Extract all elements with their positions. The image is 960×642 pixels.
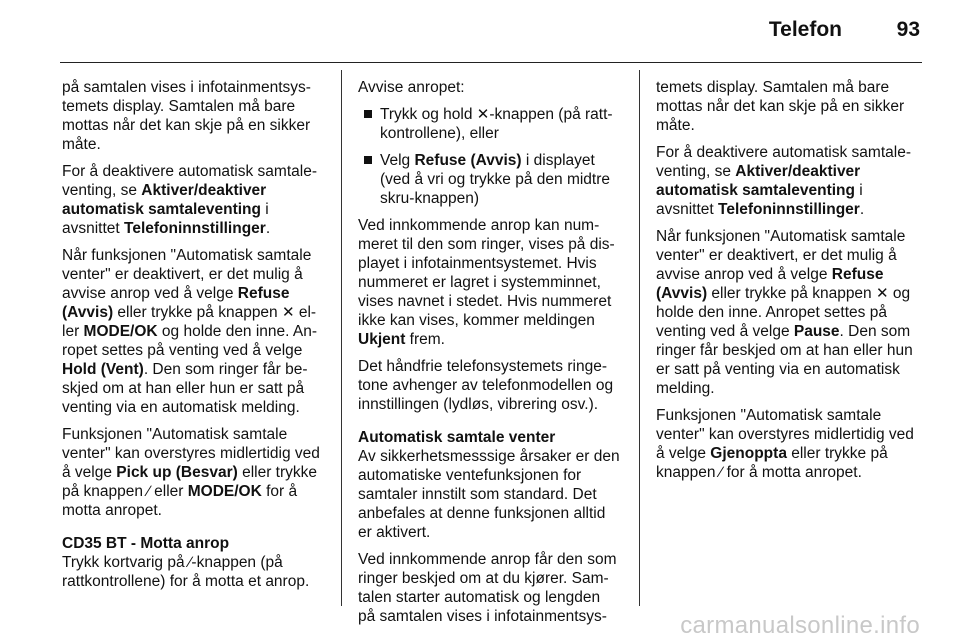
phone-hangup-icon: ✕ bbox=[875, 285, 889, 302]
paragraph: Av sikkerhetsmesssige årsaker er den automatiske ventefunksjonen for samtaler innstilt som standard. Det anbefales at denne funksjonen alltid er aktivert. bbox=[358, 448, 620, 541]
phone-answer-icon: ∕ bbox=[188, 554, 192, 571]
list-item bbox=[358, 151, 620, 208]
text: . Den som ringer får beskjed om at han eller hun er satt på venting via en automatisk melding. bbox=[656, 323, 913, 397]
text: og holde den inne. An-ropet settes på venting ved å velge bbox=[62, 323, 318, 359]
text: Funksjonen "Automatisk samtale venter" kan overstyres midlertidig ved å velge bbox=[656, 407, 914, 462]
text: frem. bbox=[405, 331, 445, 348]
text: -knappen (på ratt-kontrollene), eller bbox=[380, 106, 613, 142]
text: el-ler bbox=[62, 304, 317, 340]
text: Funksjonen "Automatisk samtale venter" kan overstyres midlertidig ved å velge bbox=[62, 426, 320, 481]
text: Når funksjonen "Automatisk samtale venter" er deaktivert, er det mulig å avvise anrop ved å velge bbox=[656, 228, 906, 283]
option-label: Refuse (Avvis) bbox=[656, 266, 884, 302]
text: for å motta anropet. bbox=[722, 464, 862, 481]
option-label: Pick up (Besvar) bbox=[116, 464, 238, 481]
phone-hangup-icon: ✕ bbox=[281, 304, 295, 321]
paragraph bbox=[358, 216, 620, 349]
column-3 bbox=[656, 78, 922, 490]
paragraph: Det håndfrie telefonsystemets ringe-tone avhenger av telefonmodellen og innstillingen (lydløs, vibrering osv.). bbox=[358, 358, 614, 413]
option-label: Hold (Vent) bbox=[62, 361, 144, 378]
paragraph: Ved innkommende anrop får den som ringer beskjed om at du kjører. Sam-talen starter automatisk og lengden på samtalen vises i infotainmentsys- bbox=[358, 551, 617, 625]
text: . bbox=[265, 220, 271, 237]
text: eller bbox=[149, 483, 188, 500]
bullet-square-icon bbox=[364, 156, 372, 164]
column-1 bbox=[62, 78, 324, 599]
button-label: MODE/OK bbox=[187, 483, 262, 500]
text: . bbox=[859, 201, 865, 218]
option-label: Refuse (Avvis) bbox=[414, 152, 522, 169]
paragraph: Avvise anropet: bbox=[358, 79, 465, 96]
text: i displayet (ved å vri og trykke på den midtre skru-knappen) bbox=[380, 152, 611, 207]
text: -knappen (på rattkontrollene) for å motta et anrop. bbox=[62, 554, 310, 590]
option-label: Ukjent bbox=[358, 331, 406, 348]
option-label: Gjenoppta bbox=[710, 445, 787, 462]
column-2 bbox=[358, 78, 620, 634]
watermark: carmanualsonline.info bbox=[680, 612, 920, 639]
paragraph bbox=[62, 425, 324, 520]
option-label: Pause bbox=[793, 323, 840, 340]
section-heading: CD35 BT - Motta anrop bbox=[62, 535, 230, 552]
text: eller trykke på knappen bbox=[62, 464, 318, 500]
phone-hangup-icon: ✕ bbox=[476, 106, 490, 123]
paragraph bbox=[62, 553, 324, 591]
text: Trykk kortvarig på bbox=[62, 554, 189, 571]
column-divider-1 bbox=[341, 70, 342, 606]
paragraph bbox=[62, 162, 324, 238]
text: eller trykke på knappen bbox=[656, 445, 888, 481]
paragraph bbox=[656, 406, 922, 482]
section-heading: Automatisk samtale venter bbox=[358, 429, 556, 446]
button-label: MODE/OK bbox=[83, 323, 158, 340]
text: Velg bbox=[380, 152, 415, 169]
paragraph bbox=[656, 143, 922, 219]
text: og holde den inne. Anropet settes på venting ved å velge bbox=[656, 285, 911, 340]
text: For å deaktivere automatisk samtale-venting, se bbox=[656, 144, 911, 180]
text: Ved innkommende anrop kan num-meret til den som ringer, vises på dis-playet i infotainmentsystemet. Hvis nummeret er lagret i systemminnet, vises navnet i stedet. Hvis nummeret ikke kan vises, kommer meldingen bbox=[358, 217, 615, 329]
phone-answer-icon: ∕ bbox=[147, 483, 150, 500]
text: Når funksjonen "Automatisk samtale venter" er deaktivert, er det mulig å avvise anrop ved å velge bbox=[62, 247, 312, 302]
text: i avsnittet bbox=[62, 201, 269, 237]
text: Trykk og hold bbox=[380, 106, 477, 123]
text: . Den som ringer får be-skjed om at han eller hun er satt på venting via en automatisk melding. bbox=[62, 361, 308, 416]
crossref-link: Telefoninnstillinger bbox=[124, 220, 266, 237]
text: eller trykke på knappen bbox=[707, 285, 876, 302]
page-title: Telefon bbox=[768, 18, 842, 41]
page-header bbox=[0, 0, 960, 62]
paragraph bbox=[62, 246, 324, 417]
phone-answer-icon: ∕ bbox=[719, 464, 723, 481]
text: for å motta anropet. bbox=[62, 483, 298, 519]
header-rule bbox=[60, 62, 922, 63]
crossref-link: Telefoninnstillinger bbox=[718, 201, 860, 218]
text: eller trykke på knappen bbox=[113, 304, 282, 321]
list-item bbox=[358, 105, 620, 143]
crossref-link: Aktiver/deaktiver automatisk samtaleventing bbox=[62, 182, 267, 218]
crossref-link: Aktiver/deaktiver automatisk samtaleventing bbox=[656, 163, 861, 199]
bullet-square-icon bbox=[364, 110, 372, 118]
paragraph bbox=[656, 227, 922, 398]
paragraph: temets display. Samtalen må bare mottas når det kan skje på en sikker måte. bbox=[656, 79, 905, 134]
page-number: 93 bbox=[896, 18, 920, 41]
text: i avsnittet bbox=[656, 182, 863, 218]
text: For å deaktivere automatisk samtale-venting, se bbox=[62, 163, 317, 199]
paragraph: på samtalen vises i infotainmentsys-temets display. Samtalen må bare mottas når det kan skje på en sikker måte. bbox=[62, 79, 311, 153]
option-label: Refuse (Avvis) bbox=[62, 285, 290, 321]
column-divider-2 bbox=[639, 70, 640, 606]
